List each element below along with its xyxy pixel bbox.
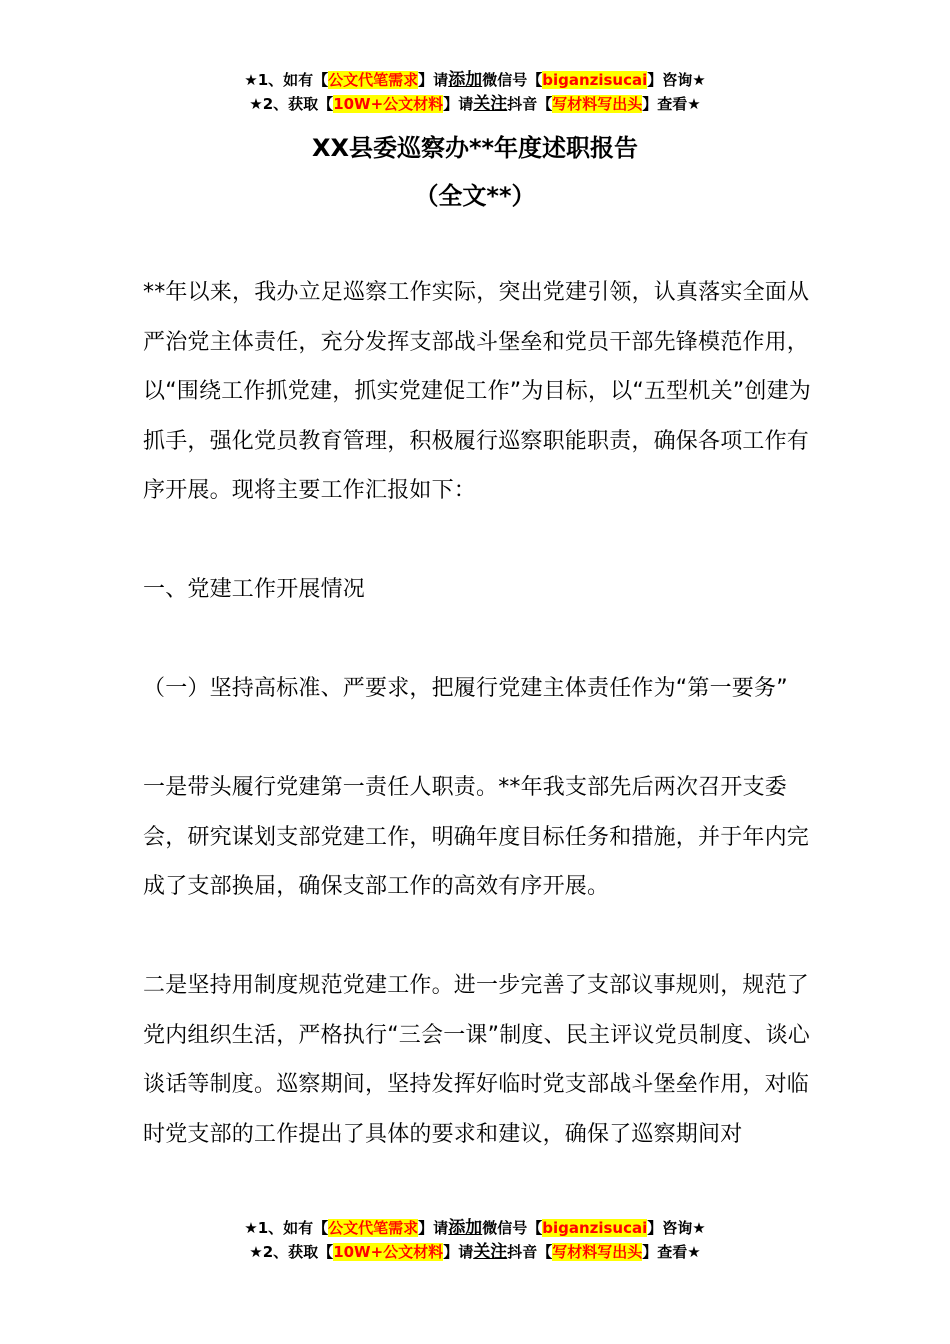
banner-highlight: biganzisucai xyxy=(542,71,648,89)
banner-text: 微信号【 xyxy=(482,1219,543,1237)
banner-highlight: biganzisucai xyxy=(542,1219,648,1237)
banner-highlight: 10W+公文材料 xyxy=(333,1243,444,1261)
banner-text: 微信号【 xyxy=(482,71,543,89)
header-banner xyxy=(0,68,950,116)
subsection-heading: （一）坚持高标准、严要求，把履行党建主体责任作为“第一要务” xyxy=(143,676,788,701)
banner-text: ★1、如有【 xyxy=(244,71,329,89)
banner-emphasis: 添加 xyxy=(448,1218,483,1238)
banner-text: 】查看★ xyxy=(642,95,701,113)
banner-highlight: 写材料写出头 xyxy=(552,95,643,113)
banner-highlight: 10W+公文材料 xyxy=(333,95,444,113)
banner-line-1 xyxy=(0,1216,950,1240)
banner-highlight: 写材料写出头 xyxy=(552,1243,643,1261)
banner-emphasis: 关注 xyxy=(473,1242,508,1262)
footer-banner xyxy=(0,1216,950,1264)
banner-line-1 xyxy=(0,68,950,92)
document-body xyxy=(143,268,823,1209)
banner-text: 】请 xyxy=(418,1219,449,1237)
banner-text: ★1、如有【 xyxy=(244,1219,329,1237)
banner-emphasis: 添加 xyxy=(448,70,483,90)
banner-text: 抖音【 xyxy=(507,1243,553,1261)
banner-text: 】请 xyxy=(418,71,449,89)
banner-line-2 xyxy=(0,92,950,116)
banner-text: 】请 xyxy=(443,1243,474,1261)
banner-text: 】请 xyxy=(443,95,474,113)
paragraph-item-2: 二是坚持用制度规范党建工作。进一步完善了支部议事规则，规范了党内组织生活，严格执行“三会一课”制度、民主评议党员制度、谈心谈话等制度。巡察期间，坚持发挥好临时党支部战斗堡垒作用，对临时党支部的工作提出了具体的要求和建议，确保了巡察期间对 xyxy=(143,973,810,1147)
banner-text: 】查看★ xyxy=(642,1243,701,1261)
document-title: XX县委巡察办**年度述职报告 xyxy=(311,134,639,162)
paragraph-intro: **年以来，我办立足巡察工作实际，突出党建引领，认真落实全面从严治党主体责任，充分发挥支部战斗堡垒和党员干部先锋模范作用，以“围绕工作抓党建，抓实党建促工作”为目标，以“五型机关”创建为抓手，强化党员教育管理，积极履行巡察职能职责，确保各项工作有序开展。现将主要工作汇报如下： xyxy=(143,280,811,503)
banner-highlight: 公文代笔需求 xyxy=(328,71,419,89)
section-heading: 一、党建工作开展情况 xyxy=(143,577,366,602)
banner-line-2 xyxy=(0,1240,950,1264)
banner-text: ★2、获取【 xyxy=(249,1243,334,1261)
banner-text: 】咨询★ xyxy=(647,1219,706,1237)
banner-highlight: 公文代笔需求 xyxy=(328,1219,419,1237)
banner-emphasis: 关注 xyxy=(473,94,508,114)
banner-text: 】咨询★ xyxy=(647,71,706,89)
document-subtitle: （全文**） xyxy=(414,182,536,210)
banner-text: 抖音【 xyxy=(507,95,553,113)
banner-text: ★2、获取【 xyxy=(249,95,334,113)
paragraph-item-1: 一是带头履行党建第一责任人职责。**年我支部先后两次召开支委会，研究谋划支部党建工作，明确年度目标任务和措施，并于年内完成了支部换届，确保支部工作的高效有序开展。 xyxy=(143,775,810,899)
